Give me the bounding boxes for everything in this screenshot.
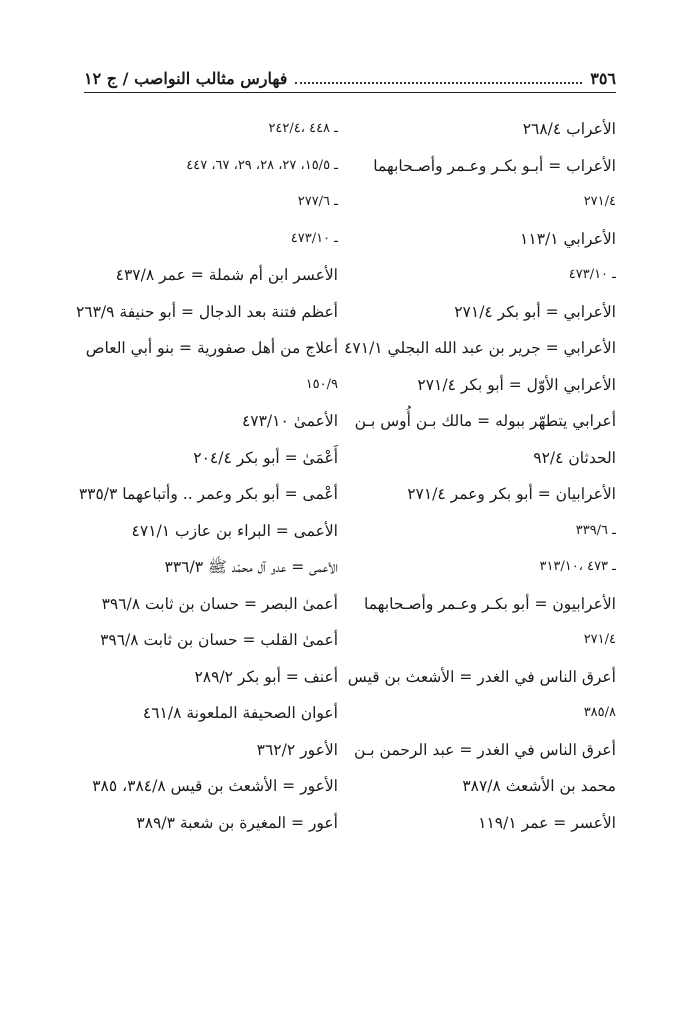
index-entry: الأعرابي = أبو بكر ٢٧١/٤ — [454, 302, 616, 321]
index-entry: الأعسر = عمر ١١٩/١ — [478, 813, 616, 832]
index-entry: ١٥٠/٩ — [305, 376, 338, 392]
index-entry: أعظم فتنة بعد الدجال = أبو حنيفة ٢٦٣/٩ — [75, 302, 338, 321]
index-entry: الأعرابيان = أبو بكر وعمر ٢٧١/٤ — [407, 485, 616, 503]
index-entry: ـ ٤٧٣/١٠ — [290, 230, 338, 246]
index-entry: أعمىٰ القلب = حسان بن ثابت ٣٩٦/٨ — [100, 631, 338, 649]
index-entry: الحدثان ٩٢/٤ — [533, 448, 616, 467]
dotted-leader — [295, 82, 582, 84]
index-entry: أعرق الناس في الغدر = الأشعث بن قيس — [347, 667, 616, 686]
index-entry: ٢٧١/٤ — [583, 632, 616, 647]
index-entry: ـ ٤٧٣ ،٣١٣/١٠ — [539, 559, 616, 574]
index-entry: ٢٧١/٤ — [583, 194, 616, 209]
index-entry: أعْمى = أبو بكر وعمر .. وأتباعهما ٣٣٥/٣ — [78, 485, 338, 503]
index-entry: الأعمىٰ ٤٧٣/١٠ — [241, 412, 338, 430]
index-entry: الأعمى = عدو آل محمّد ﷺ ٣٣٦/٣ — [164, 558, 338, 576]
index-entry: محمد بن الأشعث ٣٨٧/٨ — [462, 777, 616, 795]
index-entry: ـ ٣٣٩/٦ — [575, 522, 616, 538]
index-entry: أَعْمَىٰ = أبو بكر ٢٠٤/٤ — [193, 448, 338, 467]
index-entry: أعور = المغيرة بن شعبة ٣٨٩/٣ — [136, 813, 338, 832]
index-entry: الأعمى = البراء بن عازب ٤٧١/١ — [131, 521, 338, 540]
page-number: ٣٥٦ — [590, 69, 616, 88]
index-entry: ٣٨٥/٨ — [583, 705, 616, 720]
index-entry: ـ ١٥/٥، ٢٧، ٢٨، ٢٩، ٦٧، ٤٤٧ — [186, 157, 338, 173]
index-entry: الأعرابي ١١٣/١ — [520, 229, 616, 248]
index-entry: الأعرابي = جرير بن عبد الله البجلي ٤٧١/١ — [344, 339, 616, 357]
index-entry: الأعور = الأشعث بن قيس ٣٨٤/٨، ٣٨٥ — [92, 777, 338, 795]
index-entry: الأعراب ٢٦٨/٤ — [522, 120, 616, 138]
header-rule — [84, 92, 616, 93]
index-entry: أعنف = أبو بكر ٢٨٩/٢ — [194, 667, 338, 686]
index-entry: ـ ٢٧٧/٦ — [297, 194, 338, 209]
index-entry: الأعرابيون = أبو بكـر وعـمر وأصـحابهما — [363, 594, 616, 613]
index-entry: ـ ٤٧٣/١٠ — [568, 267, 616, 282]
index-column-left — [76, 111, 338, 841]
header-title: فهارس مثالب النواصب / ج ١٢ — [84, 69, 288, 88]
index-entry: أعمىٰ البصر = حسان بن ثابت ٣٩٦/٨ — [101, 594, 338, 613]
index-entry: الأعرابي الأوّل = أبو بكر ٢٧١/٤ — [417, 375, 616, 394]
index-entry: أعرق الناس في الغدر = عبد الرحمن بـن — [353, 740, 616, 759]
index-entry: أعلاج من أهل صفورية = بنو أبي العاص — [85, 339, 338, 357]
index-entry: ـ ٤٤٨ ،٢٤٢/٤ — [268, 121, 338, 136]
index-entry: الأعور ٣٦٢/٢ — [256, 740, 338, 759]
index-entry: الأعراب = أبـو بكـر وعـمر وأصـحابهما — [373, 156, 616, 175]
index-entry: أعوان الصحيفة الملعونة ٤٦١/٨ — [142, 704, 338, 722]
index-column-right — [344, 111, 616, 841]
index-entry: أعرابي يتطهّر ببوله = مالك بـن أُوس بـن — [354, 412, 616, 430]
index-entry: الأعسر ابن أم شملة = عمر ٤٣٧/٨ — [115, 266, 338, 284]
running-header — [84, 58, 616, 88]
